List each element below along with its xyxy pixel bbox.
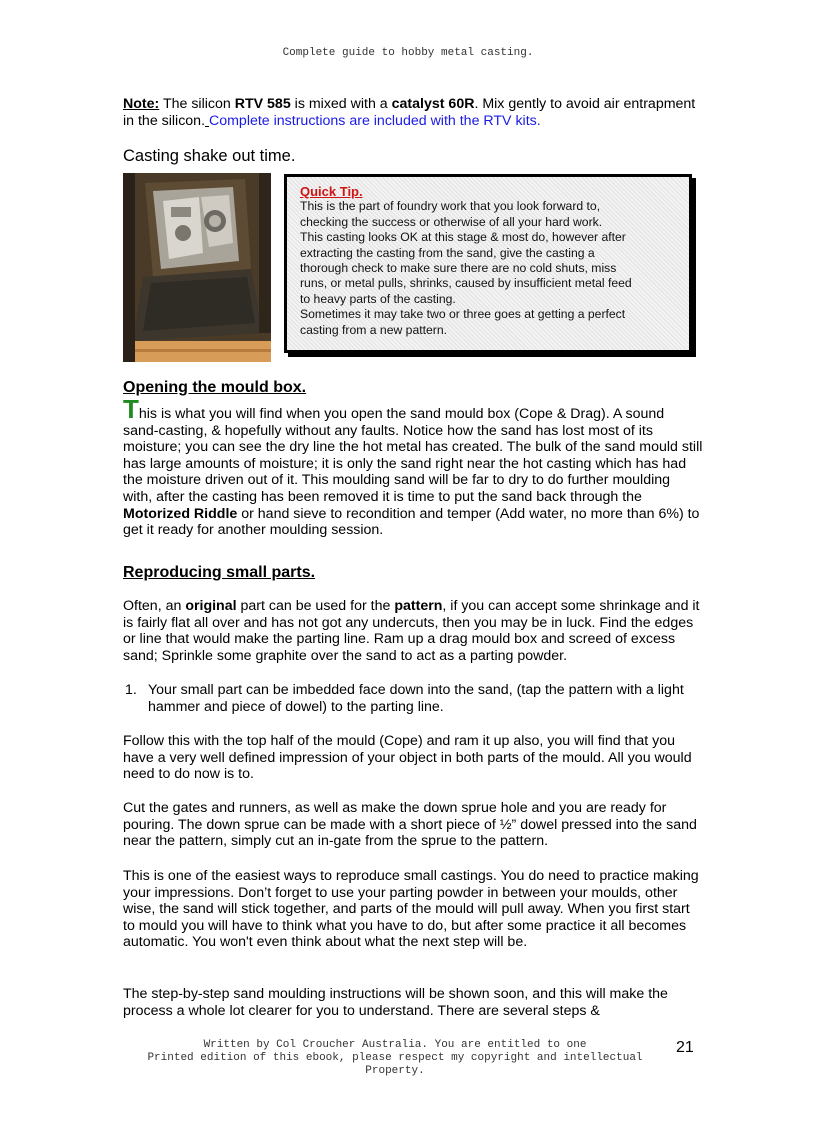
repro-paragraph-4: This is one of the easiest ways to reproduce small castings. You do need to practice making your impressions. Don’t forget to use your parting powder in between your moulds, other wise, the sand will stick together, and parts of the mould will pull away. When you first start to mould you will have to think what you have to do, but after some practice it all becomes automatic. You won't even think about what the next step will be. — [123, 868, 699, 951]
tip-line: This is the part of foundry work that you look forward to, — [300, 199, 601, 214]
quick-tip-title: Quick Tip. — [300, 184, 363, 199]
quick-tip-content — [300, 184, 685, 338]
list-number: 1. — [125, 682, 137, 698]
opening-heading: Opening the mould box. — [123, 379, 307, 396]
tip-line: casting from a new pattern. — [300, 322, 447, 337]
repro-paragraph-1 — [123, 598, 703, 664]
repro-paragraph-5: The step-by-step sand moulding instructions will be shown soon, and this will make the process a whole lot clearer for you to understand. There are several steps & — [123, 986, 668, 1019]
note-text: The silicon — [159, 96, 235, 112]
note-label: Note: — [123, 96, 160, 112]
reproducing-heading: Reproducing small parts. — [123, 564, 316, 581]
repro-paragraph-2: Follow this with the top half of the mould (Cope) and ram it up also, you will find that you have a very well defined impression of your object in both parts of the mould. All you would need to do now is to. — [123, 733, 692, 783]
opening-paragraph — [123, 394, 703, 539]
footer-line: Property. — [365, 1065, 425, 1077]
p1-text: part can be used for the — [236, 598, 395, 614]
opening-text: his is what you will find when you open the sand mould box (Cope & Drag). A sound sand-casting, & hopefully without any faults. Notice how the sand has lost most of its moisture; you can see the dry line the hot metal has created. The bulk of the sand mould still has large amounts of moisture; it is only the sand right near the hot casting which has had the moisture driven out of it. This moulding sand will be far to dry to do further moulding with, after the casting has been removed it is time to put the sand back through the — [123, 406, 703, 505]
original-bold: original — [185, 598, 237, 614]
page-footer — [130, 1039, 660, 1078]
footer-line: Printed edition of this ebook, please respect my copyright and intellectual — [147, 1052, 643, 1064]
shake-out-heading: Casting shake out time. — [123, 147, 296, 165]
quick-tip-box — [284, 174, 692, 353]
casting-illustration — [123, 173, 271, 362]
motorized-riddle: Motorized Riddle — [123, 505, 238, 522]
tip-line: Sometimes it may take two or three goes at getting a perfect — [300, 307, 626, 322]
note-text: . Mix gently to avoid air entrapment in the silicon. — [123, 96, 696, 129]
note-text: is mixed with a — [290, 96, 392, 112]
casting-photo — [123, 173, 271, 362]
opening-text: or hand sieve to recondition and temper (Add water, no more than 6%) to get it ready for another moulding session. — [123, 505, 700, 539]
drop-cap: T — [123, 394, 139, 424]
note-paragraph — [123, 96, 703, 129]
tip-line: checking the success or otherwise of all your hard work. — [300, 214, 603, 229]
catalyst-name: catalyst 60R — [391, 96, 475, 112]
p1-text: Often, an — [123, 598, 186, 614]
repro-paragraph-3: Cut the gates and runners, as well as make the down sprue hole and you are ready for pouring. The down sprue can be made with a short piece of ½” dowel pressed into the sand near the pattern, simply cut an in-gate from the sprue to the pattern. — [123, 800, 697, 850]
footer-line: Written by Col Croucher Australia. You are entitled to one — [203, 1039, 587, 1051]
rtv-name: RTV 585 — [234, 96, 291, 112]
tip-line: This casting looks OK at this stage & most do, however after — [300, 230, 626, 245]
numbered-list — [123, 682, 703, 715]
page-number: 21 — [676, 1039, 694, 1056]
tip-line: runs, or metal pulls, shrinks, caused by insufficient metal feed — [300, 276, 632, 291]
p1-text: , if you can accept some shrinkage and it is fairly flat all over and has not got any undercuts, then you may be in luck. Find the edges or line that would make the parting line. Ram up a drag mould box and screed of excess sand; Sprinkle some graphite over the sand to act as a parting powder. — [123, 598, 700, 664]
tip-line: to heavy parts of the casting. — [300, 291, 456, 306]
page-header: Complete guide to hobby metal casting. — [282, 47, 534, 59]
list-item: Your small part can be imbedded face down into the sand, (tap the pattern with a light hammer and piece of dowel) to the parting line. — [148, 682, 684, 715]
tip-line: extracting the casting from the sand, give the casting a — [300, 245, 595, 260]
rtv-kit-link-text: Complete instructions are included with the RTV kits. — [208, 112, 541, 129]
pattern-bold: pattern — [394, 598, 443, 614]
tip-line: thorough check to make sure there are no cold shuts, miss — [300, 261, 617, 276]
